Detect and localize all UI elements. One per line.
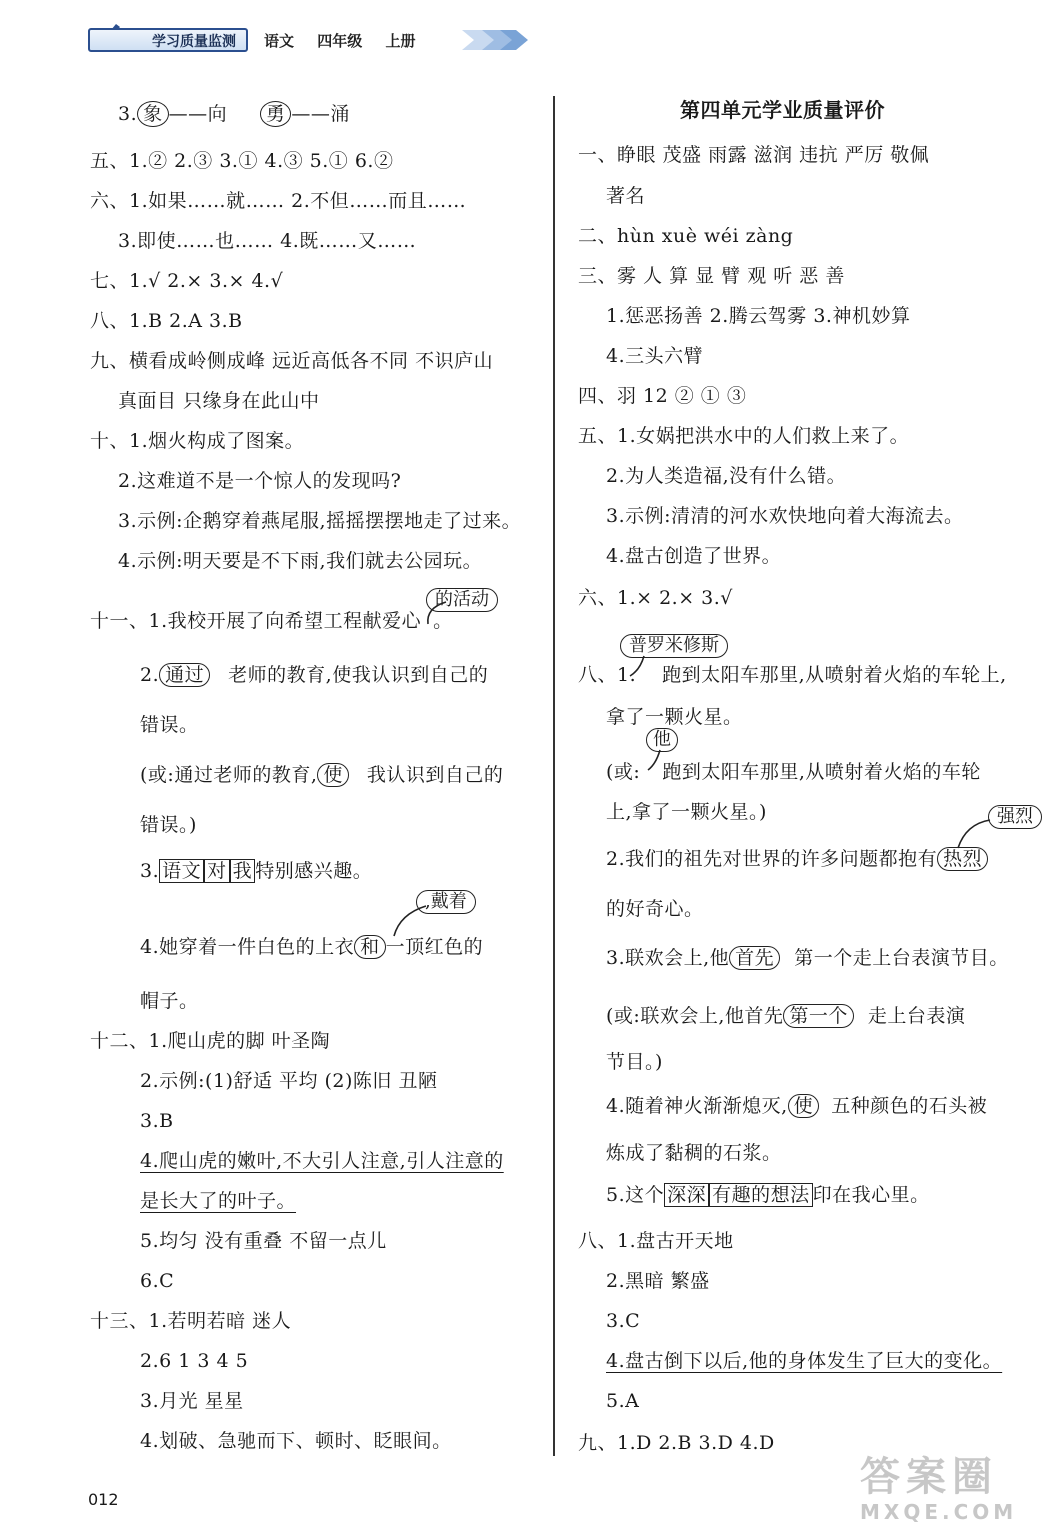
- answer-line: 6.C: [140, 1270, 175, 1292]
- answer-line: 错误。): [140, 814, 197, 836]
- answer-line: 2.我们的祖先对世界的许多问题都抱有 热烈: [606, 847, 988, 871]
- answer-line: 4.随着神火渐渐熄灭, 使 五种颜色的石头被: [606, 1095, 988, 1117]
- answer-line: 六、1.× 2.× 3.√: [578, 587, 733, 609]
- answer-line: 错误。: [140, 714, 199, 736]
- answer-line: 4.示例:明天要是不下雨,我们就去公园玩。: [118, 550, 483, 572]
- page-header: [88, 24, 558, 56]
- grade-label: 四年级: [317, 32, 363, 50]
- answer-line: 2.6 1 3 4 5: [140, 1350, 249, 1372]
- answer-line: 三、雾 人 算 显 臂 观 听 恶 善: [578, 265, 845, 287]
- answer-line: 5.A: [606, 1390, 640, 1412]
- answer-line: (或: 跑到太阳车那里,从喷射着火焰的车轮: [606, 761, 981, 783]
- section-title: 第四单元学业质量评价: [680, 98, 885, 122]
- answer-line: 3.B: [140, 1110, 174, 1132]
- answer-line: 4.三头六臂: [606, 345, 704, 367]
- swap-box: 语文: [159, 859, 204, 883]
- swap-box: 有趣的想法: [709, 1183, 813, 1207]
- answer-line: 十三、1.若明若暗 迷人: [90, 1310, 292, 1332]
- deleted-word: 首先: [729, 946, 780, 970]
- answer-line: 八、1.B 2.A 3.B: [90, 310, 243, 332]
- answer-line: 4.盘古创造了世界。: [606, 545, 782, 567]
- insertion-annotation: 强烈: [988, 805, 1042, 829]
- insertion-mark: [390, 904, 430, 938]
- answer-line: 节目。): [606, 1051, 663, 1073]
- answer-line: 2.为人类造福,没有什么错。: [606, 465, 847, 487]
- answer-line: 4.爬山虎的嫩叶,不大引人注意,引人注意的: [140, 1150, 504, 1172]
- answer-line: 十、1.烟火构成了图案。: [90, 430, 305, 452]
- answer-line: 4.她穿着一件白色的上衣 和 一顶红色的: [140, 936, 484, 958]
- answer-line: 3.联欢会上,他 首先 第一个走上台表演节目。: [606, 947, 1009, 969]
- header-meta: [264, 30, 428, 51]
- answer-line: 是长大了的叶子。: [140, 1190, 297, 1212]
- answer-line: 3.月光 星星: [140, 1390, 244, 1412]
- answer-line: 九、1.D 2.B 3.D 4.D: [578, 1432, 775, 1454]
- answer-line: 八、1.盘古开天地: [578, 1230, 734, 1252]
- insertion-mark: [950, 818, 994, 850]
- double-arrow-icon: [460, 26, 532, 54]
- answer-line: 1.惩恶扬善 2.腾云驾雾 3.神机妙算: [606, 305, 911, 327]
- answer-line: 炼成了黏稠的石浆。: [606, 1142, 782, 1164]
- answer-line: 4.划破、急驰而下、顿时、眨眼间。: [140, 1430, 452, 1452]
- answer-line: 3. 象 ——向 勇 ——涌: [118, 103, 350, 125]
- answer-line: 六、1.如果……就…… 2.不但……而且……: [90, 190, 467, 212]
- answer-line: 真面目 只缘身在此山中: [118, 390, 320, 412]
- answer-line: 二、hùn xuè wéi zàng: [578, 225, 794, 247]
- answer-line: 3.即使……也…… 4.既……又……: [118, 230, 417, 252]
- watermark: [860, 1455, 1050, 1533]
- answer-line: 拿了一颗火星。: [606, 706, 743, 728]
- answer-line: 八、1. 跑到太阳车那里,从喷射着火焰的车轮上,: [578, 664, 1007, 686]
- answer-line: 七、1.√ 2.× 3.× 4.√: [90, 270, 284, 292]
- insertion-annotation: 他: [646, 728, 678, 752]
- answer-line: 五、1.女娲把洪水中的人们救上来了。: [578, 425, 910, 447]
- answer-line: 3. 语文 对 我 特别感兴趣。: [140, 860, 373, 882]
- deleted-word: 使: [788, 1094, 820, 1118]
- answer-line: 3.示例:企鹅穿着燕尾服,摇摇摆摆地走了过来。: [118, 510, 522, 532]
- answer-line: 4.盘古倒下以后,他的身体发生了巨大的变化。: [606, 1350, 1003, 1372]
- circled-char: 勇: [260, 101, 292, 127]
- answer-line: 帽子。: [140, 990, 199, 1012]
- column-divider: [553, 96, 555, 1456]
- answer-line: 2.这难道不是一个惊人的发现吗?: [118, 470, 402, 492]
- answer-line: 著名: [606, 185, 646, 207]
- volume-label: 上册: [385, 32, 416, 50]
- answer-line: 十二、1.爬山虎的脚 叶圣陶: [90, 1030, 331, 1052]
- watermark-url: MXQE.COM: [860, 1500, 1018, 1524]
- answer-line: 九、横看成岭侧成峰 远近高低各不同 不识庐山: [90, 350, 494, 372]
- insertion-annotation: ,戴着: [416, 890, 476, 914]
- swap-box: 深深: [664, 1183, 709, 1207]
- insertion-annotation: 的活动: [426, 588, 498, 612]
- answer-line: 5.这个 深深 有趣的想法 印在我心里。: [606, 1184, 930, 1206]
- swap-box: 我: [230, 859, 256, 883]
- deleted-word: 使: [317, 763, 349, 787]
- page-number: 012: [88, 1490, 119, 1509]
- answer-line: 一、睁眼 茂盛 雨露 滋润 违抗 严厉 敬佩: [578, 144, 930, 166]
- answer-line: 十一、1.我校开展了向希望工程献爱心 。: [90, 610, 453, 632]
- circled-char: 象: [137, 101, 169, 127]
- answer-line: 2.示例:(1)舒适 平均 (2)陈旧 丑陋: [140, 1070, 438, 1092]
- answer-line: 2. 通过 老师的教育,使我认识到自己的: [140, 664, 489, 686]
- answer-line: 3.C: [606, 1310, 641, 1332]
- subject-label: 语文: [264, 32, 295, 50]
- deleted-word: 通过: [159, 663, 210, 687]
- watermark-logo: 答案圈: [860, 1454, 998, 1500]
- answer-line: 五、1.② 2.③ 3.① 4.③ 5.① 6.②: [90, 150, 394, 172]
- insertion-annotation: 普罗米修斯: [620, 634, 728, 658]
- answer-line: 2.黑暗 繁盛: [606, 1270, 710, 1292]
- series-badge: 学习质量监测: [88, 28, 248, 52]
- answer-line: 5.均匀 没有重叠 不留一点儿: [140, 1230, 387, 1252]
- answer-line: 四、羽 12 ② ① ③: [578, 385, 747, 407]
- deleted-word: 第一个: [783, 1004, 854, 1028]
- replaced-word: 和: [354, 935, 386, 959]
- answer-line: (或:通过老师的教育, 使 我认识到自己的: [140, 764, 504, 786]
- swap-box: 对: [204, 859, 230, 883]
- answer-line: 3.示例:清清的河水欢快地向着大海流去。: [606, 505, 964, 527]
- answer-line: (或:联欢会上,他首先 第一个 走上台表演: [606, 1005, 966, 1027]
- replaced-word: 热烈: [937, 847, 988, 871]
- answer-line: 的好奇心。: [606, 898, 704, 920]
- answer-line: 上,拿了一颗火星。): [606, 801, 767, 823]
